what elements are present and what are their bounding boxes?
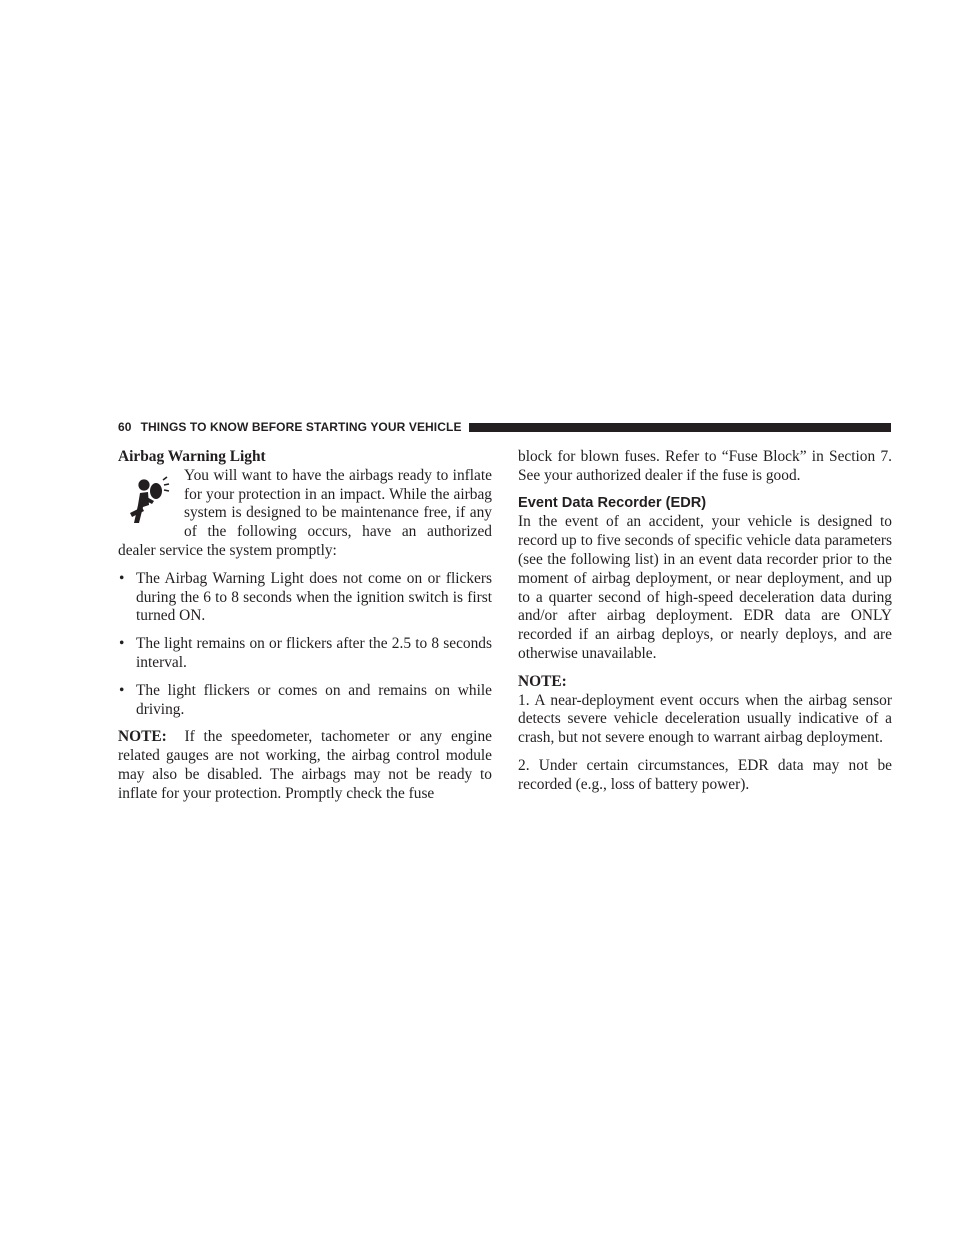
list-item: • The Airbag Warning Light does not come on or flickers during the 6 to 8 seconds when the ignition switch is first turned ON. <box>118 570 492 626</box>
edr-note-label: NOTE: <box>518 672 567 690</box>
left-note <box>118 728 492 803</box>
airbag-intro-text: You will want to have the airbags ready to inflate for your protection in an impact. While the airbag system is designed to be maintenance free, if any of the following occurs, have an authorized dealer service the system promptly: <box>118 466 492 559</box>
airbag-conditions-list <box>118 570 492 720</box>
fuse-continuation: block for blown fuses. Refer to “Fuse Block” in Section 7. See your authorized dealer if the fuse is good. <box>518 448 892 484</box>
running-header <box>118 419 891 435</box>
list-item: • The light flickers or comes on and remains on while driving. <box>118 682 492 720</box>
edr-paragraph: In the event of an accident, your vehicle is designed to record up to five seconds of specific vehicle data parameters (see the following list) in an event data recorder prior to the moment of airbag deployment, or near deployment, and up to a quarter second of high-speed deceleration data during and/or after airbag deployment. EDR data are ONLY recorded if an airbag deploys, or nearly deploys, and are otherwise unavailable. <box>518 513 892 662</box>
airbag-intro <box>118 467 492 561</box>
note-text: If the speedometer, tachometer or any engine related gauges are not working, the airbag control module may also be disabled. The airbags may not be ready to inflate for your protection. Promptly check the fuse <box>118 728 492 802</box>
edr-note-item: 1. A near-deployment event occurs when the airbag sensor detects severe vehicle deceleration usually indicative of a crash, but not severe enough to warrant airbag deployment. <box>518 691 892 747</box>
list-item: • The light remains on or flickers after the 2.5 to 8 seconds interval. <box>118 635 492 673</box>
header-rule <box>469 423 891 432</box>
right-column <box>518 448 892 795</box>
header-text <box>118 420 462 434</box>
airbag-warning-icon <box>118 471 176 527</box>
left-column <box>118 448 492 804</box>
page-number: 60 <box>118 420 132 434</box>
section-title: THINGS TO KNOW BEFORE STARTING YOUR VEHICLE <box>140 420 462 434</box>
note-label: NOTE: <box>118 728 167 746</box>
edr-heading: Event Data Recorder (EDR) <box>518 494 707 511</box>
airbag-warning-heading: Airbag Warning Light <box>118 448 266 465</box>
edr-note-item: 2. Under certain circumstances, EDR data may not be recorded (e.g., loss of battery power). <box>518 756 892 793</box>
